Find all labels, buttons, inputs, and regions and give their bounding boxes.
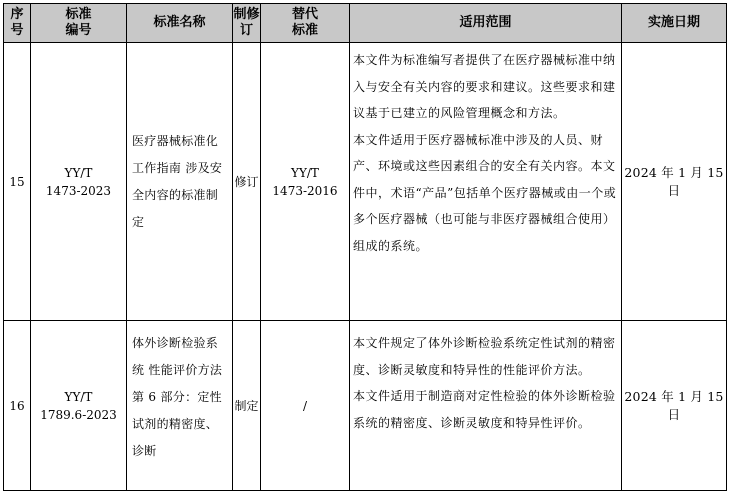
scope-paragraph: 本文件为标准编写者提供了在医疗器械标准中纳入与安全有关内容的要求和建议。这些要求和建议基于已建立的风险管理概念和方法。 [353, 53, 616, 120]
row-date: 2024 年 1 月 15 日 [622, 321, 727, 491]
header-replaced: 替代 标准 [261, 4, 350, 43]
row-seq: 16 [4, 321, 31, 491]
scope-paragraph: 本文件规定了体外诊断检验系统定性试剂的精密度、诊断灵敏度和特异性的性能评价方法。 [353, 336, 616, 377]
row-date: 2024 年 1 月 15 日 [622, 43, 727, 321]
table-row [4, 321, 727, 491]
header-date: 实施日期 [622, 4, 727, 43]
row-revision: 制定 [233, 321, 261, 491]
standards-table [3, 3, 727, 491]
header-seq: 序 号 [4, 4, 31, 43]
row-code: YY/T 1473-2023 [31, 43, 127, 321]
row-replaced: / [261, 321, 350, 491]
row-replaced: YY/T 1473-2016 [261, 43, 350, 321]
row-standard-name: 医疗器械标准化工作指南 涉及安全内容的标准制定 [127, 43, 233, 321]
scope-paragraph: 本文件适用于制造商对定性检验的体外诊断检验系统的精密度、诊断灵敏度和特异性评价。 [353, 389, 616, 430]
row-scope [350, 321, 622, 491]
scope-paragraph: 本文件适用于医疗器械标准中涉及的人员、财产、环境或这些因素组合的安全有关内容。本文件中，术语“产品”包括单个医疗器械或由一个或多个医疗器械（也可能与非医疗器械组合使用）组成的系统。 [353, 132, 617, 253]
header-revision: 制修 订 [233, 4, 261, 43]
header-code: 标准 编号 [31, 4, 127, 43]
header-name: 标准名称 [127, 4, 233, 43]
row-standard-name: 体外诊断检验系统 性能评价方法 第 6 部分：定性试剂的精密度、诊断 [127, 321, 233, 491]
header-row [4, 4, 727, 43]
row-code: YY/T 1789.6-2023 [31, 321, 127, 491]
row-scope [350, 43, 622, 321]
row-seq: 15 [4, 43, 31, 321]
table-row [4, 43, 727, 321]
row-revision: 修订 [233, 43, 261, 321]
header-scope: 适用范围 [350, 4, 622, 43]
